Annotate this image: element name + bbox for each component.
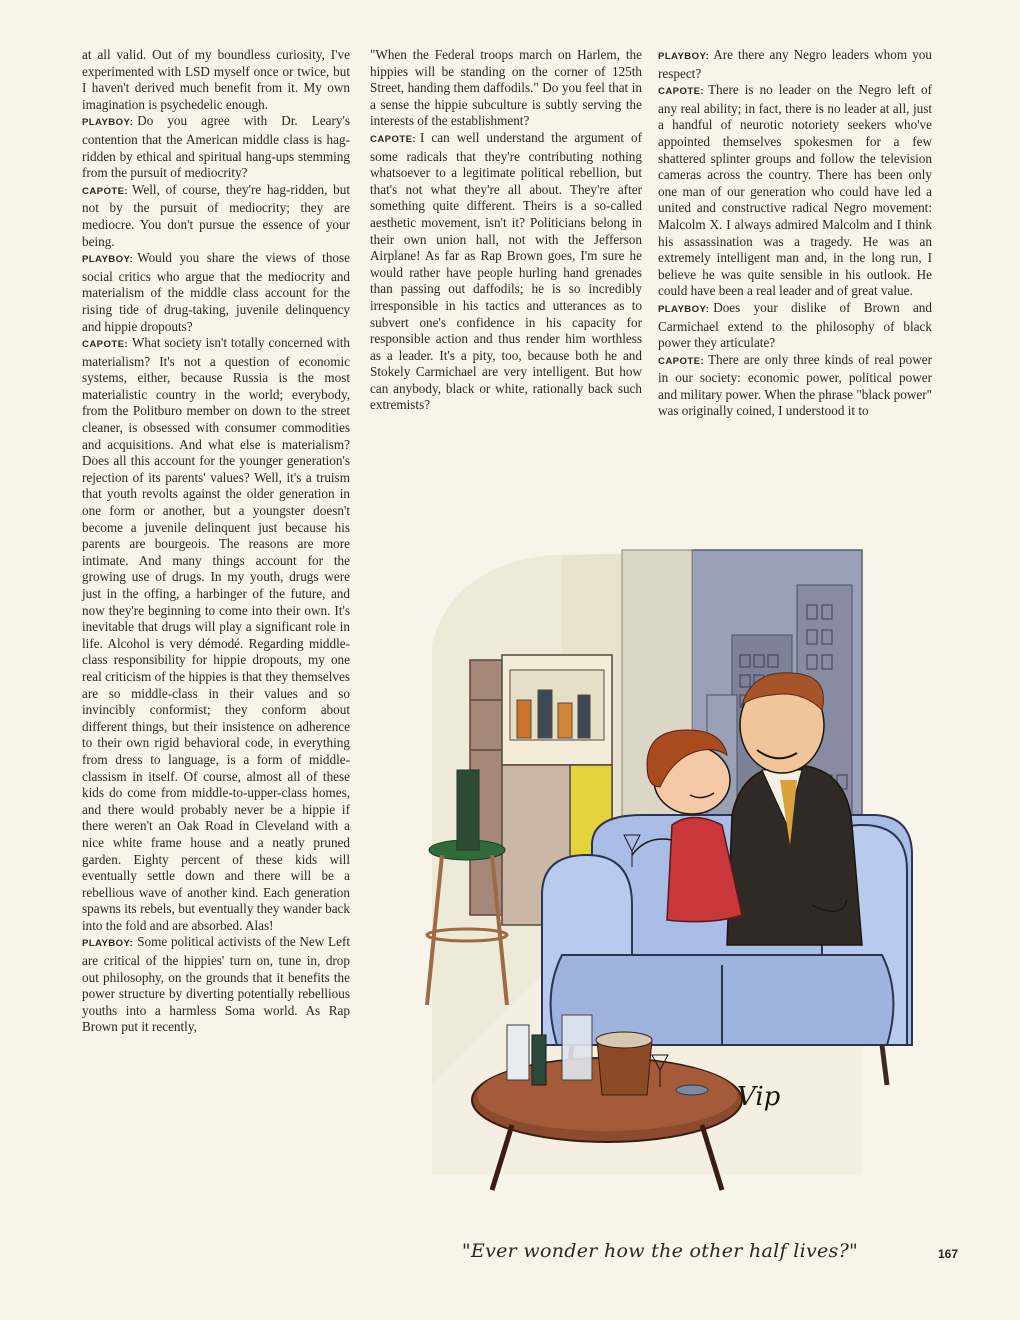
speaker-label: CAPOTE: bbox=[658, 355, 704, 367]
speaker-label: PLAYBOY: bbox=[658, 51, 710, 62]
artist-signature: Vip bbox=[737, 1082, 781, 1112]
article-paragraph bbox=[658, 300, 932, 352]
article-paragraph bbox=[658, 352, 932, 420]
cartoon-caption: "Ever wonder how the other half lives?" bbox=[461, 1240, 859, 1262]
paragraph-text: Do you agree with Dr. Leary's contention that the American middle class is hag-ridden by ethical and spiritual hang-ups stemming from the pursuit of mediocrity? bbox=[82, 113, 350, 181]
speaker-label: CAPOTE: bbox=[82, 339, 128, 351]
speaker-label: PLAYBOY: bbox=[658, 303, 710, 315]
article-paragraph bbox=[82, 182, 350, 250]
article-column-3 bbox=[658, 47, 932, 420]
speaker-label: CAPOTE: bbox=[82, 185, 128, 197]
article-paragraph bbox=[82, 934, 350, 1036]
paragraph-text: I can well understand the argument of some radicals that they're contributing nothing whatsoever to a legitimate political rebellion, but that's not what they're all about. They're after something quite different. Theirs is a so-called aesthetic movement, isn't it? Politicians belong in their own union hall, not with the Jefferson Airplane! As far as Rap Brown goes, I'm sure he would rather have people hurling hand grenades than passing out daffodils; he is so incredibly irresponsible in his tactics and utterances as to subvert one's confidence in his capacity for responsible action and thus render him worthless as a leader. It's a pity, too, because both he and Stokely Carmichael are very intelligent. But how can anybody, black or white, rationally back such extremists? bbox=[370, 129, 642, 413]
speaker-label: PLAYBOY: bbox=[82, 117, 134, 129]
speaker-label: PLAYBOY: bbox=[82, 254, 134, 266]
paragraph-text: Some political activists of the New Left are critical of the hippies' turn on, tune in, drop out philosophy, on the grounds that it benefits the power structure by diverting potentially rebellious youths into a harmless Soma world. As Rap Brown put it recently, bbox=[82, 934, 350, 1035]
paragraph-text: Well, of course, they're hag-ridden, but not by the pursuit of mediocrity; they are mediocre. You don't pursue the essence of your being. bbox=[82, 181, 350, 249]
page-number: 167 bbox=[938, 1247, 959, 1261]
speaker-label: CAPOTE: bbox=[658, 86, 704, 98]
article-paragraph bbox=[658, 82, 932, 300]
speaker-label: CAPOTE: bbox=[370, 133, 416, 145]
article-paragraph bbox=[370, 47, 642, 130]
paragraph-text: What society isn't totally concerned with materialism? It's not a question of economic systems, either, because Russia is the most materialistic country in the world; everybody, from the Politburo member on down to the street cleaner, is obsessed with consumer commodities and acquisitions. And what else is materialism? Does all this account for the younger generation's rejection of its parents' values? Well, it's a truism that youth revolts against the older generation in one form or another, but a youngster doesn't become a juvenile delinquent just because his parents are bourgeois. The reasons are more intimate. And many things account for the growing use of drugs. In my youth, drugs were just in the offing, a harbinger of the future, and now they're beginning to come into their own. It's inevitable that drugs will play a significant role in life. Alcohol is very démodé. Regarding middle-class responsibility for hippie dropouts, my one real criticism of the hippies is that they themselves are so middle-class in their values and so invincibly conformist; they conform about different things, but their insistence on adherence to their own rigid behavioral code, in everything from dress to language, is a form of middle-classism in itself. Of course, almost all of these kids do come from middle-to-upper-class homes, and there would probably never be a hippie if there weren't an Oak Road in Cleveland with a nice white frame house and a neatly pruned garden. Eighty percent of these kids will eventually settle down and there will be a rebellious wave of another kind. Each generation spawns its rebels, but eventually they wander back into the fold and are absorbed. Alas! bbox=[82, 335, 350, 933]
article-paragraph bbox=[658, 47, 932, 82]
article-paragraph bbox=[82, 113, 350, 181]
article-paragraph bbox=[82, 47, 350, 113]
paragraph-text: There is no leader on the Negro left of any real ability; in fact, there is no leader at all, just a handful of neurotic notoriety seekers who've appointed themselves spokesmen for a few shattered splinter groups and follow the television cameras across the country. There has been only one man of our generation who could have led a united and constructive radical Negro movement: Malcolm X. I always admired Malcolm and I think his assassination was a tragedy. He was an extremely intelligent man and, in the long run, I believe he was quite sensible in his outlook. He could have been a real leader and of great value. bbox=[658, 82, 932, 299]
article-paragraph bbox=[370, 130, 642, 414]
paragraph-text: There are only three kinds of real power in our society: economic power, political power and military power. When the phrase "black power" was originally coined, I understood it to bbox=[658, 351, 932, 419]
paragraph-text: Does your dislike of Brown and Carmichael extend to the philosophy of black power they articulate? bbox=[658, 299, 932, 351]
cartoon-illustration bbox=[392, 525, 952, 1230]
speaker-label: PLAYBOY: bbox=[82, 938, 134, 950]
article-column-2 bbox=[370, 47, 642, 414]
article-paragraph bbox=[82, 250, 350, 335]
paragraph-text: "When the Federal troops march on Harlem, the hippies will be standing on the corner of 125th Street, handing them daffodils." Do you feel that in a sense the hippie subculture is subtly serving the interests of the establishment? bbox=[370, 47, 642, 129]
paragraph-text: at all valid. Out of my boundless curiosity, I've experimented with LSD myself once or twice, but I haven't derived much benefit from it. My own imagination is psychedelic enough. bbox=[82, 47, 350, 112]
article-column-1 bbox=[82, 47, 350, 1036]
paragraph-text: Would you share the views of those social critics who argue that the mediocrity and materialism of the middle class account for the rising tide of drug-taking, juvenile delinquency and hippie dropouts? bbox=[82, 250, 350, 334]
paragraph-text: Are there any Negro leaders whom you respect? bbox=[658, 47, 932, 81]
article-paragraph bbox=[82, 335, 350, 934]
